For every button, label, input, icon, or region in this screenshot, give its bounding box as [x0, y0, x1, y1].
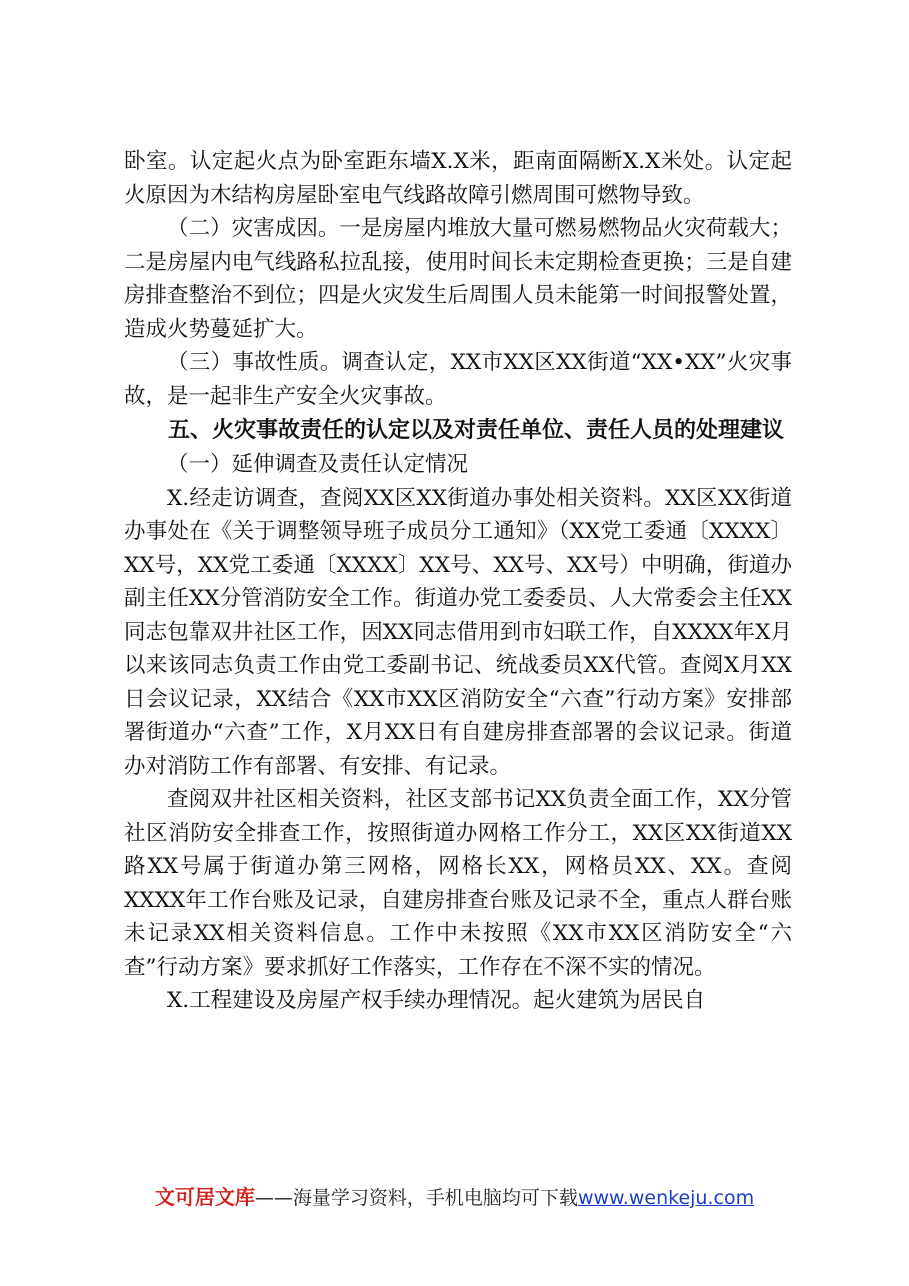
paragraph-construction-permits: X.工程建设及房屋产权手续办理情况。起火建筑为居民自 — [167, 988, 706, 1013]
footer-tagline: ——海量学习资料，手机电脑均可下载 — [254, 1187, 578, 1209]
document-body — [124, 145, 792, 1018]
footer-brand-logo: 文可居文库 — [154, 1185, 255, 1209]
footer-banner — [0, 1181, 909, 1210]
paragraph-fire-origin: 卧室。认定起火点为卧室距东墙X.X米，距南面隔断X.X米处。认定起火原因为木结构房屋卧室电气线路故障引燃周围可燃物导致。 — [124, 149, 792, 208]
paragraph-community-review: 查阅双井社区相关资料，社区支部书记XX负责全面工作，XX分管社区消防安全排查工作，按照街道办网格工作分工，XX区XX街道XX路XX号属于街道办第三网格，网格长XX，网格员XX、XX。查阅XXXX年工作台账及记录，自建房排查台账及记录不全，重点人群台账未记录XX相关资料信息。工作中未按照《XX市XX区消防安全“六查”行动方案》要求抓好工作落实，工作存在不深不实的情况。 — [124, 787, 792, 980]
paragraph-disaster-causes: （二）灾害成因。一是房屋内堆放大量可燃易燃物品火灾荷载大；二是房屋内电气线路私拉乱接，使用时间长未定期检查更换；三是自建房排查整治不到位；四是火灾发生后周围人员未能第一时间报警处置，造成火势蔓延扩大。 — [124, 216, 792, 342]
section-heading-responsibility: 五、火灾事故责任的认定以及对责任单位、责任人员的处理建议 — [168, 418, 785, 443]
footer-website-link[interactable]: www.wenkeju.com — [577, 1187, 755, 1209]
subsection-heading-investigation: （一）延伸调查及责任认定情况 — [167, 452, 469, 477]
paragraph-accident-nature: （三）事故性质。调查认定，XX市XX区XX街道“XX•XX”火灾事故，是一起非生产安全火灾事故。 — [124, 350, 792, 409]
paragraph-street-office-review: X.经走访调查，查阅XX区XX街道办事处相关资料。XX区XX街道办事处在《关于调整领导班子成员分工通知》（XX党工委通〔XXXX〕XX号，XX党工委通〔XXXX〕XX号、XX号、XX号）中明确，街道办副主任XX分管消防安全工作。街道办党工委委员、人大常委会主任XX同志包靠双井社区工作，因XX同志借用到市妇联工作，自XXXX年X月以来该同志负责工作由党工委副书记、统战委员XX代管。查阅X月XX日会议记录，XX结合《XX市XX区消防安全“六查”行动方案》安排部署街道办“六查”工作，X月XX日有自建房排查部署的会议记录。街道办对消防工作有部署、有安排、有记录。 — [124, 485, 792, 779]
